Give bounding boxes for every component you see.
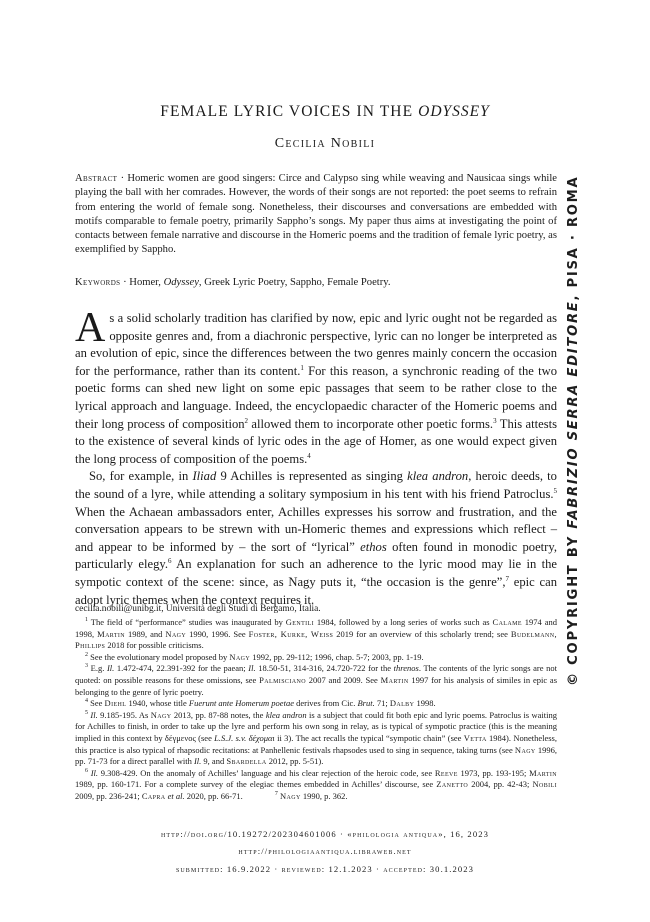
abstract xyxy=(75,172,557,258)
note-author: Nagy xyxy=(165,628,187,639)
footnote-ref-2[interactable]: 2 xyxy=(244,416,249,425)
footnote-2 xyxy=(75,652,557,664)
article-title xyxy=(0,103,650,121)
keywords-text-end: , Greek Lyric Poetry, Sappho, Female Poetry. xyxy=(198,277,391,288)
body-paragraph-2 xyxy=(75,468,557,609)
note-text: ii 3). The act recalls the typical “sympotic chain” (see xyxy=(274,732,464,743)
note-text: 1989, and xyxy=(125,628,166,639)
drop-cap: A xyxy=(75,305,106,351)
footnote-number: 6 xyxy=(85,767,88,774)
keywords-italic: Odyssey xyxy=(163,277,199,288)
note-text: 1996, pp. 71-73 for a direct parallel with xyxy=(75,744,558,767)
submission-dates: submitted: 16.9.2022 · reviewed: 12.1.2023 · accepted: 30.1.2023 xyxy=(175,864,475,874)
note-text: 18.50-51, 314-316, 24.720-722 for the xyxy=(255,663,394,674)
note-text: 9.308-429. On the anomaly of Achilles’ language and his clear rejection of the heroic code, see xyxy=(98,767,435,778)
keywords xyxy=(75,276,557,290)
note-text: 1984, followed by a long series of works such as xyxy=(314,617,493,627)
note-text: (see xyxy=(195,732,215,743)
note-text: 1990, 1996. See xyxy=(186,628,249,639)
note-greek: δέγμενος xyxy=(164,732,196,743)
note-text: 1973, pp. 193-195; xyxy=(457,767,530,778)
note-text: E.g. xyxy=(90,663,107,674)
copyright-notice xyxy=(566,175,581,686)
note-text: 2004, pp. 42-43; xyxy=(468,779,533,790)
body-paragraph-1 xyxy=(75,305,558,468)
title-italic: ODYSSEY xyxy=(418,103,490,120)
note-text: 2019 for an overview of this scholarly trend; see xyxy=(333,628,511,639)
footnote-number: 2 xyxy=(85,651,88,658)
abstract-label: Abstract xyxy=(75,173,118,184)
note-text: 2020, pp. 66-71. xyxy=(184,790,243,801)
note-text: 1997 for his analysis of similes in epic as belonging to the genre of lyric poetry. xyxy=(75,674,558,697)
body-text: allowed them to incorporate other poetic forms. xyxy=(248,416,494,431)
note-text: 1990, p. 362. xyxy=(300,790,348,801)
footnote-number: 7 xyxy=(274,790,278,797)
note-text: derives from Cic. xyxy=(293,698,358,709)
body-text: often found in monodic poetry, particularly elegy. xyxy=(75,539,557,572)
body-text: s a solid scholarly tradition has clarified by now, epic and lyric ought not be regarded as opposite genres and, from a diachronic perspective, lyric can no longer be interpreted as an evolution of epic, since the differences between the two genres mainly concern the occasion for the performance, rather than its content. xyxy=(75,311,557,378)
note-author: Diehl xyxy=(104,698,127,709)
author-name: Cecilia Nobili xyxy=(274,136,376,151)
doi-line[interactable]: http://doi.org/10.19272/202304601006 · «philologia antiqua», 16, 2023 xyxy=(160,829,490,839)
note-author: Nobili xyxy=(532,779,557,790)
note-author: Martin xyxy=(529,767,557,778)
footnote-ref-7[interactable]: 7 xyxy=(505,574,510,583)
footnote-number: 3 xyxy=(85,663,88,670)
note-text: 2013, pp. 87-88 notes, the xyxy=(171,709,266,720)
body-text: For this reason, a synchronic reading of the two poetic forms can shed new light on some epic passages that seem to be rather close to the lyrical approach and language. Indeed, the encyclopaedic character of the Homeric poems and their long process of composition xyxy=(75,363,557,431)
note-author: Palmisciano xyxy=(259,674,306,685)
note-text: 2009, pp. 236-241; xyxy=(75,790,142,801)
note-author: Budelmann, Phillips xyxy=(75,628,557,651)
note-text: 1.472-474, 22.391-392 for the paean; xyxy=(114,663,249,674)
note-text: . The contents of the lyric songs are not quoted: on possible reasons for these omissions, see xyxy=(75,663,557,685)
note-italic: Brut. xyxy=(357,698,375,709)
title-text: FEMALE LYRIC VOICES IN THE xyxy=(160,103,419,120)
footnotes xyxy=(75,617,557,803)
copyright-publisher: FABRIZIO SERRA EDITORE xyxy=(566,300,581,529)
note-text: 2012, pp. 5-51). xyxy=(266,756,324,767)
note-text: 1998. xyxy=(414,698,436,709)
note-italic: et al. xyxy=(165,790,185,801)
note-author: Capra xyxy=(141,790,166,801)
note-author: Martin xyxy=(380,674,409,685)
note-author: Calame xyxy=(492,617,522,627)
footnote-ref-1[interactable]: 1 xyxy=(300,363,304,372)
note-text: 1984). Nonetheless, this practice is also typical of rhapsodic recitations: at Panhellenic festivals rhapsodes used to sing in sequence, taking turns (see xyxy=(75,732,557,755)
keywords-label: Keywords xyxy=(75,277,121,288)
keywords-sep: · xyxy=(120,277,130,288)
note-text: 9, and xyxy=(201,756,227,767)
body-text: When the Achaean ambassadors enter, Achilles expresses his sorrow and frustration, and the conversation appears to be strewn with un-Homeric themes and expressions which reflect – and appear to be informed by – the sort of “lyrical” xyxy=(75,504,557,554)
footnote-7-inline xyxy=(275,791,348,801)
note-italic: Il. xyxy=(90,767,99,778)
footnote-ref-6[interactable]: 6 xyxy=(168,557,172,566)
journal-url[interactable]: http://philologiaantiqua.libraweb.net xyxy=(238,846,412,856)
note-italic: Il. xyxy=(106,663,115,674)
keywords-text: Homer, xyxy=(129,277,164,288)
body-text: So, for example, in xyxy=(89,469,193,484)
note-text: 71; xyxy=(374,698,390,709)
footnote-5 xyxy=(75,710,557,768)
note-italic: Il. xyxy=(90,709,98,720)
copyright-text-end: , PISA · ROMA xyxy=(566,175,581,301)
body-italic: ethos xyxy=(360,539,387,554)
note-text: See xyxy=(90,698,105,709)
footnote-ref-5[interactable]: 5 xyxy=(553,486,557,495)
footnote-3 xyxy=(75,663,557,698)
note-text: 1992, pp. 29-112; 1996, chap. 5-7; 2003, pp. 1-19. xyxy=(250,651,424,662)
abstract-text: Homeric women are good singers: Circe and Calypso sing while weaving and Nausicaa sings while playing the ball with her comrades. However, the words of their songs are not reported: the poet seems to refrain from entering the world of female song. Nonetheless, their discourses and conversations are embedded with motifs comparable to female poetry, primarily Sappho’s songs. My paper thus aims at investigating the point of contacts between female narrative and discourse in the Homeric poems and the tradition of female lyric poetry, as exemplified by Sappho. xyxy=(75,173,558,256)
note-author: Vetta xyxy=(463,732,487,743)
note-text: See the evolutionary model proposed by xyxy=(90,651,230,662)
note-author: Nagy xyxy=(514,744,536,755)
footnote-4 xyxy=(75,698,557,710)
footnote-ref-3[interactable]: 3 xyxy=(493,416,497,425)
note-text: is a subject that could fit both epic and lyric poems. Patroclus is waiting for Achilles to finish, in order to take up the lyre and perform his own song in relay, as is typical of sympotic practice (this is the meaning implied in this context by xyxy=(75,709,558,743)
footnote-ref-4[interactable]: 4 xyxy=(307,451,311,460)
note-text: 2018 for possible criticisms. xyxy=(105,640,204,651)
note-text: 2007 and 2009. See xyxy=(305,674,381,685)
note-text: 1940, whose title xyxy=(126,698,189,709)
note-author: Zanetto xyxy=(436,779,469,790)
note-text: 9.185-195. As xyxy=(97,709,151,720)
note-text: 1989, pp. 160-171. For a complete survey of the elegiac themes embedded in Achilles’ discourse, see xyxy=(75,779,437,790)
body-italic: Iliad xyxy=(192,469,217,484)
note-italic: Fuerunt ante Homerum poetae xyxy=(188,698,294,709)
note-italic: Il. xyxy=(248,663,256,674)
abstract-sep: · xyxy=(117,173,128,184)
article-body xyxy=(75,305,558,609)
note-author: Sbardella xyxy=(226,756,267,767)
note-author: Reeve xyxy=(434,767,458,778)
note-italic: threnos xyxy=(393,663,419,674)
note-text: The field of “performance” studies was inaugurated by xyxy=(90,617,286,627)
note-author: Nagy xyxy=(279,790,301,801)
note-author: Nagy xyxy=(150,709,172,720)
footnote-number: 4 xyxy=(85,698,88,705)
note-author: Martin xyxy=(97,628,126,639)
note-author: Nagy xyxy=(229,651,251,662)
body-text: 9 Achilles is represented as singing xyxy=(216,469,408,484)
copyright-text: © COPYRIGHT BY xyxy=(566,528,581,686)
note-italic: Il. xyxy=(193,756,202,767)
author-affiliation: cecilia.nobili@unibg.it, Università degli Studi di Bergamo, Italia. xyxy=(75,604,321,614)
note-italic: L.S.J. s.v. δέχομαι xyxy=(214,732,275,743)
note-text: 1974 and 1998, xyxy=(75,617,557,639)
body-italic: klea andron xyxy=(407,469,469,484)
body-text: This attests to the existence of several kinds of lyric odes in the age of Homer, as one would expect given the long process of composition of the poems. xyxy=(75,416,558,466)
footnote-1 xyxy=(75,617,557,652)
body-text: epic can adopt lyric themes when the context requires it. xyxy=(75,574,557,607)
footnote-6 xyxy=(75,768,557,803)
note-author: Gentili xyxy=(285,617,315,627)
note-author: Foster, Kurke, Weiss xyxy=(248,628,334,639)
body-text: An explanation for such an adherence to the lyric mood may lie in the sympotic context of the scene: since, as Nagy puts it, “the occasion is the genre”, xyxy=(75,557,557,589)
note-italic: klea andron xyxy=(265,709,307,720)
footnote-number: 5 xyxy=(85,709,88,716)
note-author: Dalby xyxy=(389,698,415,709)
footnote-number: 1 xyxy=(85,617,88,623)
body-text: , heroic deeds, to the sound of a lyre, while attending a solitary symposium in his tent with his friend Patroclus. xyxy=(75,469,557,501)
